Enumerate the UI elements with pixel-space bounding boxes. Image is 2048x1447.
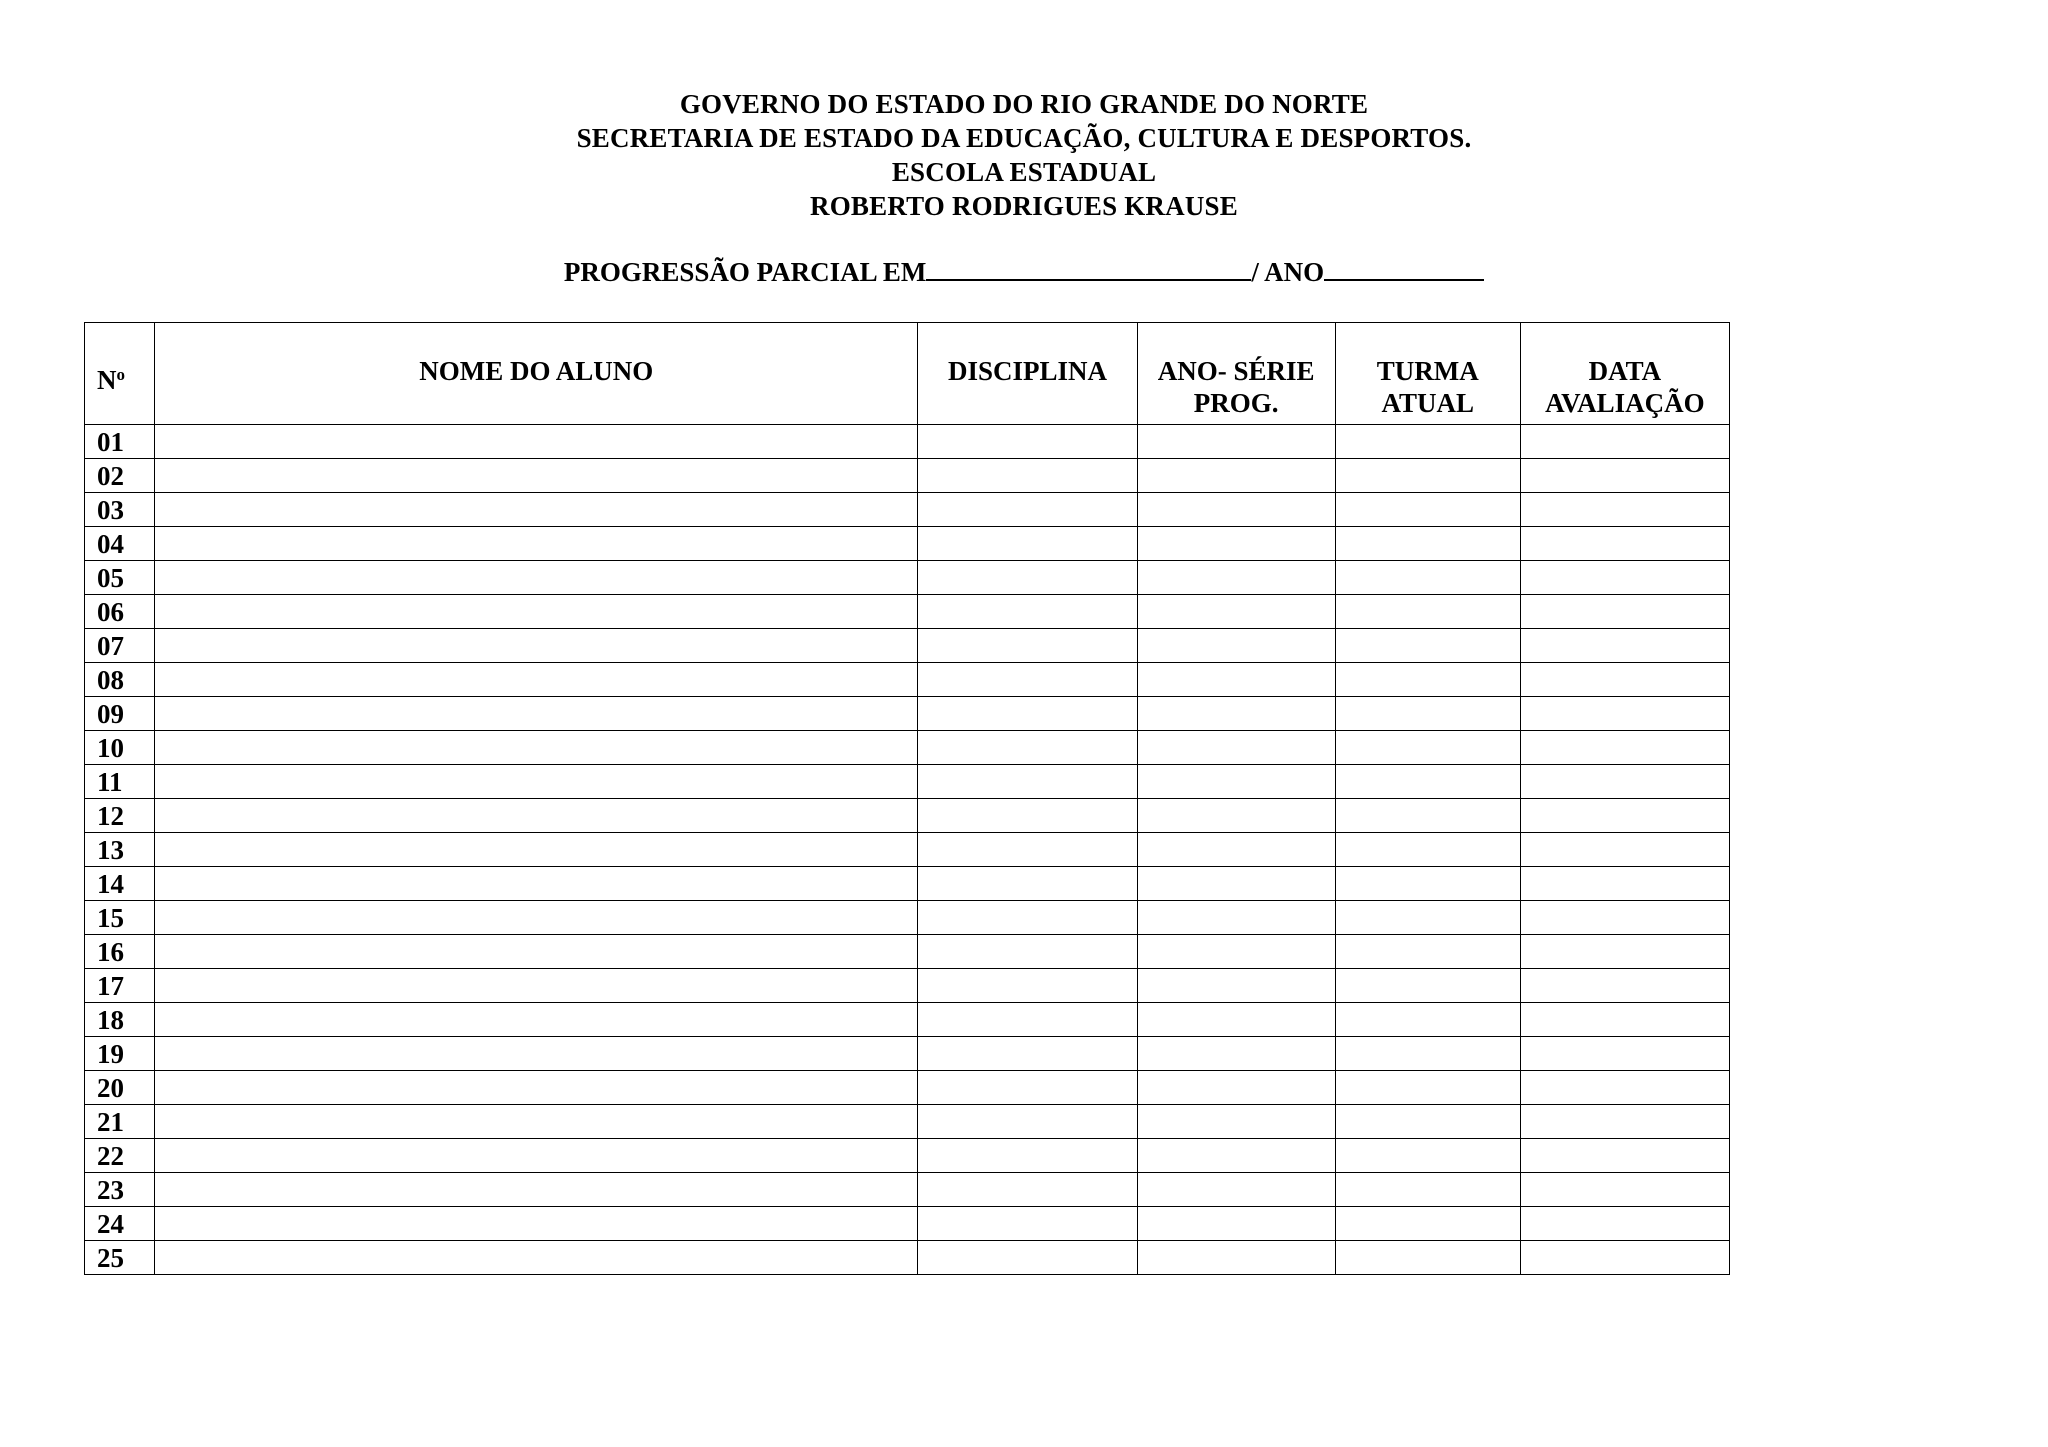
header-school-name (0, 189, 2048, 223)
evaluation-date-cell[interactable] (1520, 459, 1729, 493)
current-class-cell[interactable] (1335, 459, 1520, 493)
current-class-cell[interactable] (1335, 969, 1520, 1003)
discipline-cell[interactable] (918, 595, 1137, 629)
header-line-secretariat: SECRETARIA DE ESTADO DA EDUCAÇÃO, CULTURA E DESPORTOS. (576, 123, 1472, 153)
discipline-header-label: DISCIPLINA (948, 356, 1108, 386)
discipline-cell[interactable] (918, 833, 1137, 867)
year-grade-cell[interactable] (1137, 765, 1335, 799)
year-grade-cell[interactable] (1137, 1207, 1335, 1241)
evaluation-date-cell[interactable] (1520, 1139, 1729, 1173)
evaluation-date-cell[interactable] (1520, 1037, 1729, 1071)
header-line-government: GOVERNO DO ESTADO DO RIO GRANDE DO NORTE (679, 89, 1369, 119)
discipline-cell[interactable] (918, 1241, 1137, 1275)
evaluation-date-header-line1: DATA (1588, 356, 1662, 386)
table-row (85, 731, 1730, 765)
year-grade-cell[interactable] (1137, 1139, 1335, 1173)
current-class-cell[interactable] (1335, 935, 1520, 969)
column-header-evaluation-date (1520, 323, 1729, 425)
current-class-cell[interactable] (1335, 629, 1520, 663)
row-number-cell: 24 (85, 1207, 155, 1241)
student-name-cell[interactable] (155, 1105, 918, 1139)
evaluation-date-cell[interactable] (1520, 1003, 1729, 1037)
row-number-cell: 25 (85, 1241, 155, 1275)
current-class-cell[interactable] (1335, 1241, 1520, 1275)
year-grade-header-line2: PROG. (1193, 388, 1279, 418)
current-class-cell[interactable] (1335, 1003, 1520, 1037)
year-grade-cell[interactable] (1137, 527, 1335, 561)
year-grade-cell[interactable] (1137, 493, 1335, 527)
header-line-school-type: ESCOLA ESTADUAL (891, 157, 1157, 187)
form-subtitle (0, 255, 2048, 289)
row-number-cell: 09 (85, 697, 155, 731)
current-class-cell[interactable] (1335, 493, 1520, 527)
table-row (85, 1037, 1730, 1071)
row-number-cell: 19 (85, 1037, 155, 1071)
discipline-cell[interactable] (918, 901, 1137, 935)
current-class-cell[interactable] (1335, 731, 1520, 765)
row-number-cell: 06 (85, 595, 155, 629)
student-name-cell[interactable] (155, 833, 918, 867)
current-class-cell[interactable] (1335, 1105, 1520, 1139)
table-row (85, 935, 1730, 969)
current-class-cell[interactable] (1335, 901, 1520, 935)
student-name-cell[interactable] (155, 1003, 918, 1037)
header-secretariat (0, 121, 2048, 155)
row-number-cell: 08 (85, 663, 155, 697)
table-header-row (85, 323, 1730, 425)
year-blank-field[interactable] (1324, 257, 1484, 281)
row-number-cell: 11 (85, 765, 155, 799)
evaluation-date-cell[interactable] (1520, 765, 1729, 799)
student-name-cell[interactable] (155, 765, 918, 799)
discipline-cell[interactable] (918, 561, 1137, 595)
row-number-cell: 21 (85, 1105, 155, 1139)
column-header-year-grade (1137, 323, 1335, 425)
evaluation-date-cell[interactable] (1520, 731, 1729, 765)
year-grade-cell[interactable] (1137, 561, 1335, 595)
student-name-cell[interactable] (155, 1071, 918, 1105)
year-grade-cell[interactable] (1137, 1003, 1335, 1037)
student-name-cell[interactable] (155, 1207, 918, 1241)
year-grade-cell[interactable] (1137, 969, 1335, 1003)
evaluation-date-cell[interactable] (1520, 969, 1729, 1003)
current-class-cell[interactable] (1335, 867, 1520, 901)
year-grade-header-line1: ANO- SÉRIE (1157, 356, 1315, 386)
table-row (85, 1173, 1730, 1207)
current-class-cell[interactable] (1335, 697, 1520, 731)
student-name-cell[interactable] (155, 493, 918, 527)
table-row (85, 595, 1730, 629)
discipline-cell[interactable] (918, 765, 1137, 799)
column-header-number (85, 323, 155, 425)
student-name-cell[interactable] (155, 425, 918, 459)
discipline-cell[interactable] (918, 425, 1137, 459)
year-grade-cell[interactable] (1137, 629, 1335, 663)
student-name-cell[interactable] (155, 867, 918, 901)
row-number-cell: 20 (85, 1071, 155, 1105)
discipline-cell[interactable] (918, 493, 1137, 527)
row-number-cell: 05 (85, 561, 155, 595)
row-number-cell: 03 (85, 493, 155, 527)
student-name-cell[interactable] (155, 527, 918, 561)
subtitle-year-label: / ANO (1251, 257, 1325, 287)
evaluation-date-cell[interactable] (1520, 867, 1729, 901)
year-grade-cell[interactable] (1137, 1241, 1335, 1275)
header-school-type (0, 155, 2048, 189)
evaluation-date-cell[interactable] (1520, 1207, 1729, 1241)
column-header-student-name (155, 323, 918, 425)
discipline-cell[interactable] (918, 697, 1137, 731)
year-grade-cell[interactable] (1137, 459, 1335, 493)
year-grade-cell[interactable] (1137, 901, 1335, 935)
year-grade-cell[interactable] (1137, 731, 1335, 765)
evaluation-date-cell[interactable] (1520, 561, 1729, 595)
year-grade-cell[interactable] (1137, 799, 1335, 833)
table-row (85, 527, 1730, 561)
year-grade-cell[interactable] (1137, 425, 1335, 459)
students-table (84, 322, 1730, 1275)
subject-blank-field[interactable] (926, 257, 1251, 281)
table-row (85, 1071, 1730, 1105)
current-class-cell[interactable] (1335, 833, 1520, 867)
evaluation-date-cell[interactable] (1520, 629, 1729, 663)
table-row (85, 425, 1730, 459)
current-class-cell[interactable] (1335, 1139, 1520, 1173)
table-row (85, 1003, 1730, 1037)
current-class-cell[interactable] (1335, 1071, 1520, 1105)
column-header-current-class (1335, 323, 1520, 425)
current-class-cell[interactable] (1335, 765, 1520, 799)
row-number-cell: 22 (85, 1139, 155, 1173)
row-number-cell: 13 (85, 833, 155, 867)
evaluation-date-cell[interactable] (1520, 1241, 1729, 1275)
row-number-cell: 16 (85, 935, 155, 969)
discipline-cell[interactable] (918, 731, 1137, 765)
current-class-cell[interactable] (1335, 425, 1520, 459)
row-number-cell: 15 (85, 901, 155, 935)
current-class-cell[interactable] (1335, 663, 1520, 697)
table-row (85, 765, 1730, 799)
discipline-cell[interactable] (918, 459, 1137, 493)
discipline-cell[interactable] (918, 1037, 1137, 1071)
student-name-cell[interactable] (155, 697, 918, 731)
discipline-cell[interactable] (918, 1207, 1137, 1241)
student-name-cell[interactable] (155, 595, 918, 629)
column-header-discipline (918, 323, 1137, 425)
table-row (85, 1105, 1730, 1139)
table-row (85, 799, 1730, 833)
student-name-cell[interactable] (155, 1139, 918, 1173)
discipline-cell[interactable] (918, 629, 1137, 663)
discipline-cell[interactable] (918, 935, 1137, 969)
year-grade-cell[interactable] (1137, 663, 1335, 697)
header-line-school-name: ROBERTO RODRIGUES KRAUSE (810, 191, 1238, 221)
student-name-cell[interactable] (155, 901, 918, 935)
table-row (85, 493, 1730, 527)
student-name-cell[interactable] (155, 629, 918, 663)
discipline-cell[interactable] (918, 799, 1137, 833)
year-grade-cell[interactable] (1137, 833, 1335, 867)
current-class-cell[interactable] (1335, 1173, 1520, 1207)
student-name-cell[interactable] (155, 1037, 918, 1071)
row-number-cell: 02 (85, 459, 155, 493)
row-number-cell: 18 (85, 1003, 155, 1037)
evaluation-date-cell[interactable] (1520, 1173, 1729, 1207)
table-row (85, 459, 1730, 493)
student-name-cell[interactable] (155, 731, 918, 765)
discipline-cell[interactable] (918, 1173, 1137, 1207)
discipline-cell[interactable] (918, 1071, 1137, 1105)
discipline-cell[interactable] (918, 867, 1137, 901)
evaluation-date-cell[interactable] (1520, 901, 1729, 935)
table-row (85, 629, 1730, 663)
current-class-cell[interactable] (1335, 1207, 1520, 1241)
evaluation-date-cell[interactable] (1520, 1105, 1729, 1139)
year-grade-cell[interactable] (1137, 595, 1335, 629)
current-class-cell[interactable] (1335, 595, 1520, 629)
row-number-cell: 01 (85, 425, 155, 459)
evaluation-date-cell[interactable] (1520, 425, 1729, 459)
table-row (85, 901, 1730, 935)
row-number-cell: 07 (85, 629, 155, 663)
evaluation-date-cell[interactable] (1520, 595, 1729, 629)
year-grade-cell[interactable] (1137, 1173, 1335, 1207)
row-number-cell: 04 (85, 527, 155, 561)
row-number-cell: 23 (85, 1173, 155, 1207)
evaluation-date-cell[interactable] (1520, 527, 1729, 561)
number-header-label: N (97, 365, 117, 395)
current-class-cell[interactable] (1335, 561, 1520, 595)
table-row (85, 663, 1730, 697)
year-grade-cell[interactable] (1137, 1071, 1335, 1105)
table-row (85, 969, 1730, 1003)
discipline-cell[interactable] (918, 663, 1137, 697)
student-name-cell[interactable] (155, 1173, 918, 1207)
table-row (85, 1241, 1730, 1275)
current-class-cell[interactable] (1335, 527, 1520, 561)
number-header-superscript: o (116, 365, 125, 384)
student-name-cell[interactable] (155, 459, 918, 493)
discipline-cell[interactable] (918, 1105, 1137, 1139)
current-class-header-line2: ATUAL (1381, 388, 1475, 418)
year-grade-cell[interactable] (1137, 935, 1335, 969)
table-row (85, 697, 1730, 731)
table-row (85, 833, 1730, 867)
discipline-cell[interactable] (918, 969, 1137, 1003)
discipline-cell[interactable] (918, 1139, 1137, 1173)
evaluation-date-cell[interactable] (1520, 493, 1729, 527)
student-name-header-label: NOME DO ALUNO (419, 356, 654, 386)
row-number-cell: 12 (85, 799, 155, 833)
year-grade-cell[interactable] (1137, 1037, 1335, 1071)
current-class-header-line1: TURMA (1376, 356, 1479, 386)
evaluation-date-cell[interactable] (1520, 935, 1729, 969)
evaluation-date-cell[interactable] (1520, 697, 1729, 731)
table-row (85, 1139, 1730, 1173)
student-name-cell[interactable] (155, 969, 918, 1003)
table-body (85, 425, 1730, 1275)
current-class-cell[interactable] (1335, 1037, 1520, 1071)
current-class-cell[interactable] (1335, 799, 1520, 833)
year-grade-cell[interactable] (1137, 1105, 1335, 1139)
header-government (0, 87, 2048, 121)
student-name-cell[interactable] (155, 663, 918, 697)
row-number-cell: 14 (85, 867, 155, 901)
row-number-cell: 17 (85, 969, 155, 1003)
student-name-cell[interactable] (155, 935, 918, 969)
student-name-cell[interactable] (155, 1241, 918, 1275)
evaluation-date-cell[interactable] (1520, 833, 1729, 867)
evaluation-date-cell[interactable] (1520, 799, 1729, 833)
student-name-cell[interactable] (155, 561, 918, 595)
subtitle-prefix: PROGRESSÃO PARCIAL EM (563, 257, 927, 287)
evaluation-date-cell[interactable] (1520, 663, 1729, 697)
table-row (85, 561, 1730, 595)
year-grade-cell[interactable] (1137, 697, 1335, 731)
row-number-cell: 10 (85, 731, 155, 765)
year-grade-cell[interactable] (1137, 867, 1335, 901)
student-name-cell[interactable] (155, 799, 918, 833)
discipline-cell[interactable] (918, 527, 1137, 561)
discipline-cell[interactable] (918, 1003, 1137, 1037)
table-row (85, 1207, 1730, 1241)
evaluation-date-cell[interactable] (1520, 1071, 1729, 1105)
table-row (85, 867, 1730, 901)
evaluation-date-header-line2: AVALIAÇÃO (1545, 388, 1705, 418)
